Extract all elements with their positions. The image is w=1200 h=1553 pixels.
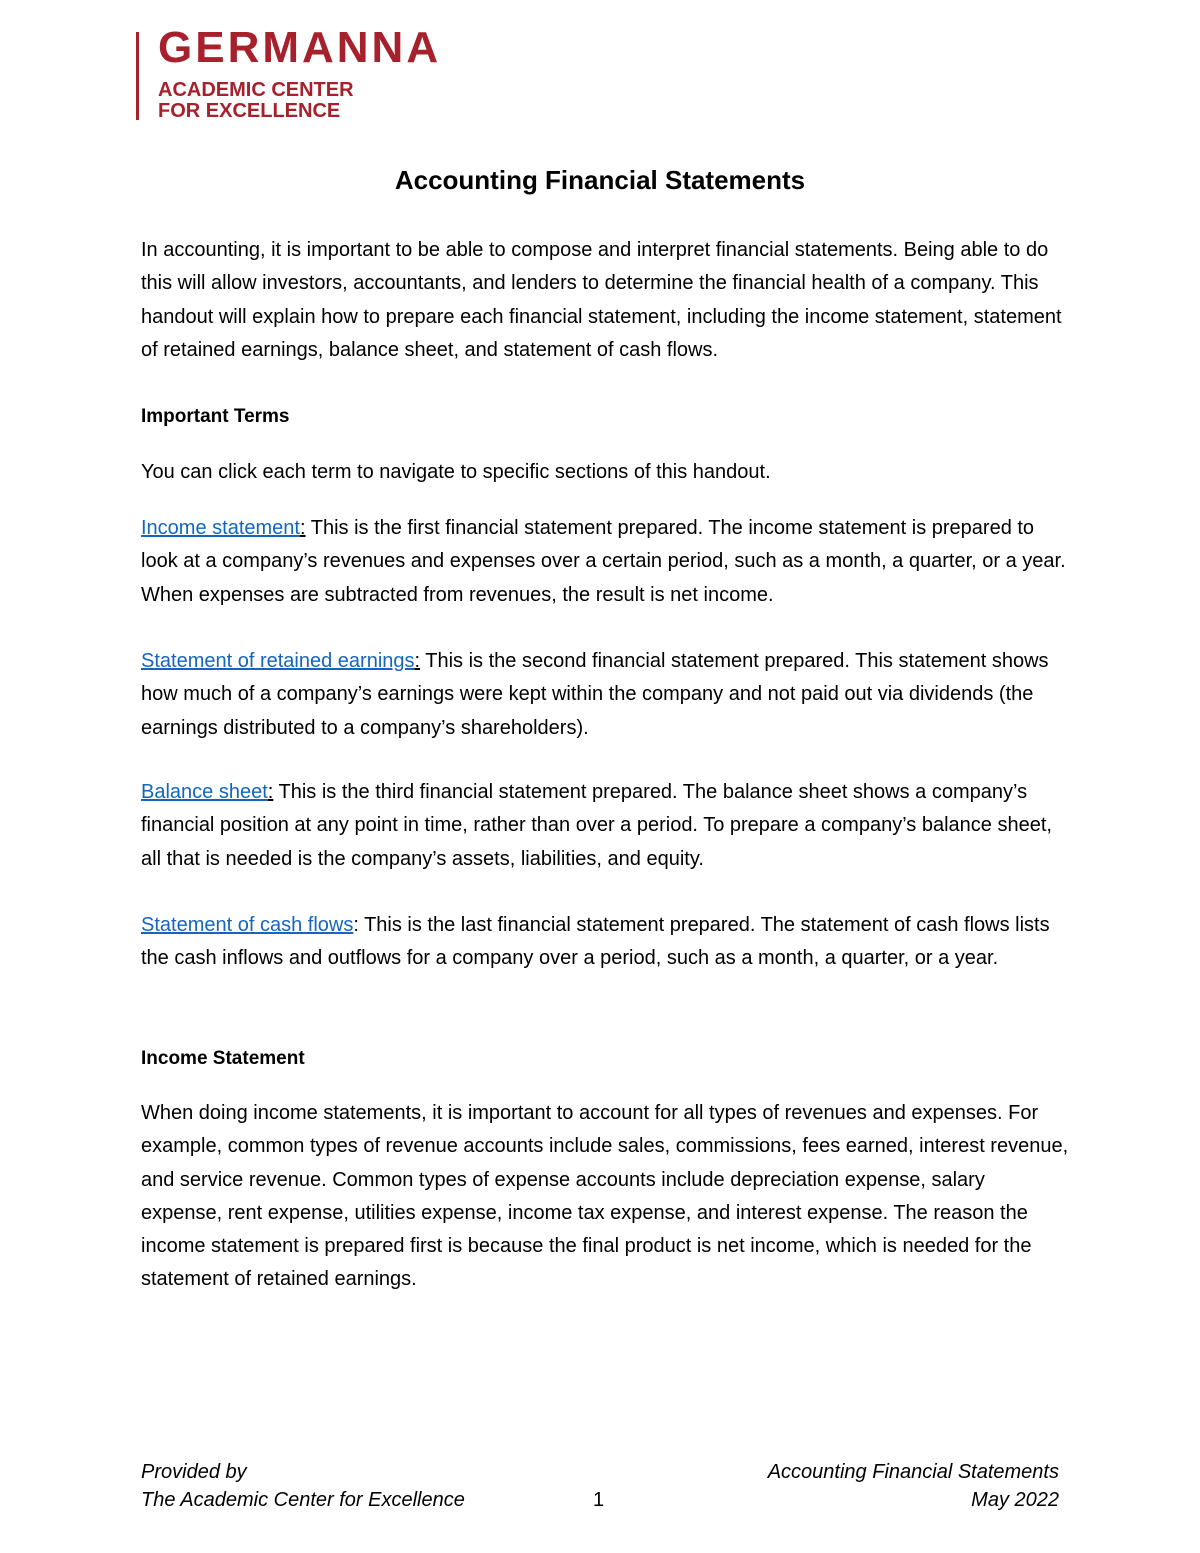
- retained-earnings-link[interactable]: Statement of retained earnings: [141, 650, 415, 672]
- intro-paragraph: In accounting, it is important to be able to compose and interpret financial statements. Being able to do this will allow investors, accountants, and lenders to determine the financial health of a company. This handout will explain how to prepare each financial statement, including the income statement, statement of retained earnings, balance sheet, and statement of cash flows.: [141, 239, 1062, 361]
- income-statement-body: When doing income statements, it is important to account for all types of revenues and expenses. For example, common types of revenue accounts include sales, commissions, fees earned, interest revenue, and service revenue. Common types of expense accounts include depreciation expense, salary expense, rent expense, utilities expense, income tax expense, and interest expense. The reason the income statement is prepared first is because the final product is net income, which is needed for the statement of retained earnings.: [141, 1102, 1069, 1291]
- term-income-statement: [141, 512, 1071, 612]
- income-statement-heading: Income Statement: [141, 1048, 305, 1069]
- footer-org: The Academic Center for Excellence: [141, 1489, 465, 1511]
- cash-flows-link[interactable]: Statement of cash flows: [141, 914, 354, 936]
- term-balance-sheet: [141, 776, 1071, 876]
- term-cash-flows: [141, 909, 1071, 976]
- term-definition: This is the second financial statement prepared. This statement shows how much of a company’s earnings were kept within the company and not paid out via dividends (the earnings distributed to a company’s shareholders).: [141, 650, 1049, 739]
- term-colon: :: [299, 517, 306, 539]
- term-definition: This is the third financial statement prepared. The balance sheet shows a company’s financial position at any point in time, rather than over a period. To prepare a company’s balance sheet, all that is needed is the company’s assets, liabilities, and equity.: [141, 781, 1052, 870]
- term-retained-earnings: [141, 645, 1071, 745]
- footer-doc-title: Accounting Financial Statements: [767, 1461, 1059, 1483]
- terms-instruction: You can click each term to navigate to specific sections of this handout.: [141, 461, 771, 483]
- footer-left: [141, 1458, 465, 1514]
- page-number: 1: [593, 1489, 605, 1511]
- logo-subtitle-line2: FOR EXCELLENCE: [158, 100, 341, 122]
- term-colon: :: [353, 914, 359, 936]
- income-statement-link[interactable]: Income statement: [141, 517, 300, 539]
- important-terms-heading: Important Terms: [141, 406, 290, 427]
- footer-right: [768, 1458, 1059, 1514]
- term-colon: :: [267, 781, 274, 803]
- footer-date: May 2022: [971, 1489, 1059, 1511]
- balance-sheet-link[interactable]: Balance sheet: [141, 781, 268, 803]
- term-definition: This is the last financial statement prepared. The statement of cash flows lists the cash inflows and outflows for a company over a period, such as a month, a quarter, or a year.: [141, 914, 1050, 970]
- logo-name: GERMANNA: [158, 23, 442, 72]
- logo-subtitle-line1: ACADEMIC CENTER: [158, 79, 354, 101]
- footer-provided-by: Provided by: [141, 1461, 247, 1483]
- page-footer: [141, 1458, 1059, 1518]
- logo-bar: [136, 32, 139, 120]
- term-colon: :: [414, 650, 421, 672]
- term-definition: This is the first financial statement prepared. The income statement is prepared to look at a company’s revenues and expenses over a certain period, such as a month, a quarter, or a year. When expenses are subtracted from revenues, the result is net income.: [141, 517, 1066, 606]
- logo-subtitle: [158, 80, 354, 122]
- document-title: Accounting Financial Statements: [394, 165, 806, 195]
